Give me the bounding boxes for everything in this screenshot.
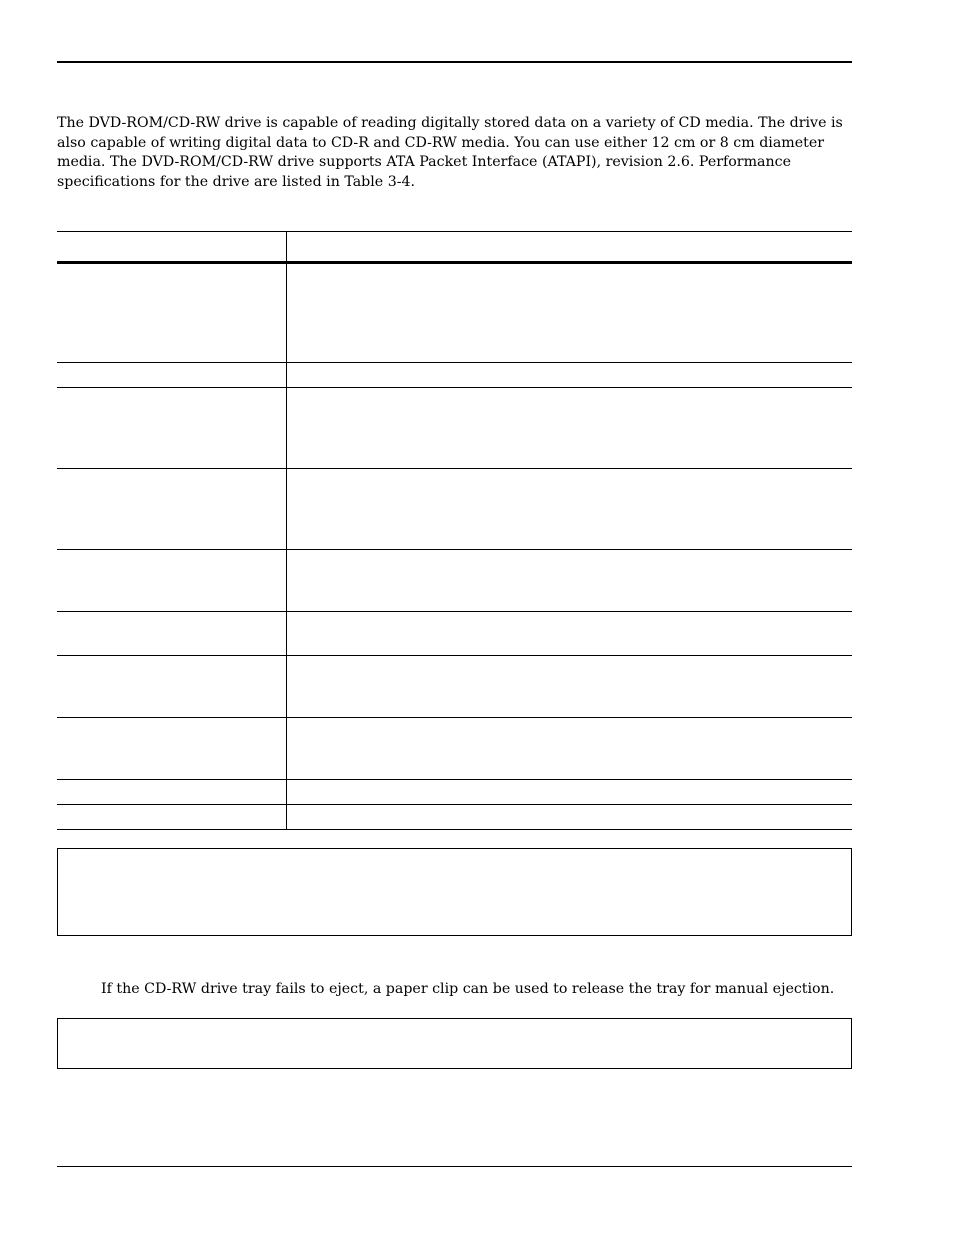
- column-divider: [286, 469, 287, 549]
- column-divider: [286, 264, 287, 362]
- column-divider: [286, 656, 287, 717]
- table-row: [57, 468, 852, 549]
- table-header-row: [57, 231, 852, 261]
- caution-box: [57, 1018, 852, 1069]
- column-divider: [286, 363, 287, 387]
- column-divider: [286, 718, 287, 779]
- table-row: [57, 261, 852, 362]
- table-row: [57, 717, 852, 779]
- column-divider: [286, 232, 287, 261]
- header-rule: [57, 61, 852, 63]
- table-row: [57, 387, 852, 468]
- note-box: [57, 848, 852, 936]
- table-row: [57, 362, 852, 387]
- footer-rule: [57, 1166, 852, 1167]
- table-row: [57, 611, 852, 655]
- table-row: [57, 779, 852, 804]
- column-divider: [286, 805, 287, 829]
- column-divider: [286, 780, 287, 804]
- table-row: [57, 549, 852, 611]
- table-row: [57, 804, 852, 830]
- column-divider: [286, 612, 287, 655]
- tray-eject-instruction: If the CD-RW drive tray fails to eject, a paper clip can be used to release the tray for manual ejection.: [101, 981, 835, 997]
- column-divider: [286, 550, 287, 611]
- spec-table: [57, 231, 852, 830]
- column-divider: [286, 388, 287, 468]
- table-row: [57, 655, 852, 717]
- intro-paragraph: The DVD-ROM/CD-RW drive is capable of reading digitally stored data on a variety of CD media. The drive is also capable of writing digital data to CD-R and CD-RW media. You can use either 12 cm or 8 cm diameter media. The DVD-ROM/CD-RW drive supports ATA Packet Interface (ATAPI), revision 2.6. Performance specifications for the drive are listed in Table 3-4.: [57, 115, 843, 190]
